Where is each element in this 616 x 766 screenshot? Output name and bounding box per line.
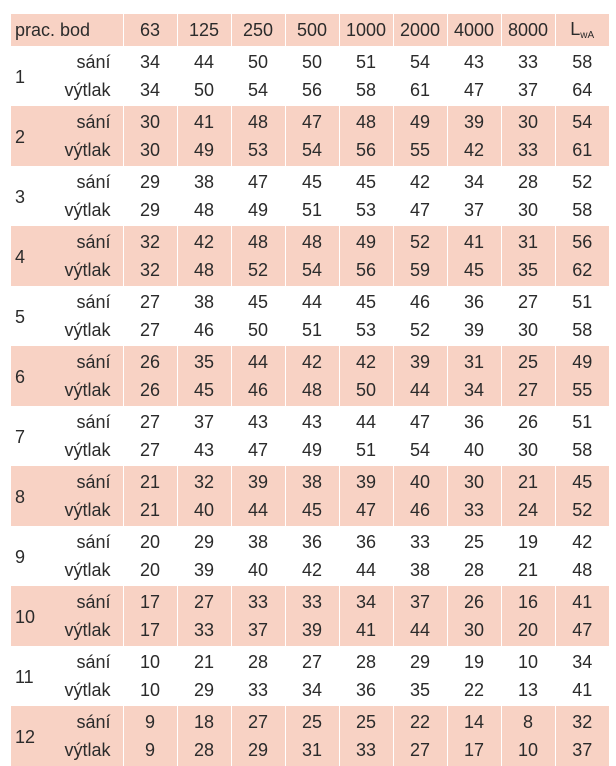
value-cell: 28 <box>447 556 501 586</box>
table-row <box>11 226 609 256</box>
value-cell: 26 <box>123 376 177 406</box>
value-cell: 39 <box>447 106 501 136</box>
value-cell: 21 <box>123 466 177 496</box>
table-body <box>11 46 609 766</box>
value-cell: 33 <box>501 46 555 76</box>
value-cell: 48 <box>231 226 285 256</box>
value-cell: 48 <box>231 106 285 136</box>
value-cell: 44 <box>393 376 447 406</box>
value-cell: 37 <box>177 406 231 436</box>
value-cell: 45 <box>285 496 339 526</box>
value-cell: 61 <box>555 136 609 166</box>
value-cell: 20 <box>123 526 177 556</box>
value-cell: 42 <box>447 136 501 166</box>
point-number: 10 <box>11 586 51 646</box>
header-freq-500: 500 <box>285 14 339 46</box>
value-cell: 28 <box>501 166 555 196</box>
value-cell: 46 <box>177 316 231 346</box>
value-cell: 50 <box>231 316 285 346</box>
value-cell: 45 <box>339 286 393 316</box>
value-cell: 42 <box>285 346 339 376</box>
table-row <box>11 136 609 166</box>
value-cell: 58 <box>555 196 609 226</box>
value-cell: 50 <box>231 46 285 76</box>
header-total-main: L <box>570 19 581 39</box>
intake-label: sání <box>76 411 111 432</box>
table-row <box>11 436 609 466</box>
header-freq-125: 125 <box>177 14 231 46</box>
value-cell: 54 <box>393 436 447 466</box>
value-cell: 58 <box>555 46 609 76</box>
value-cell: 29 <box>393 646 447 676</box>
value-cell: 40 <box>393 466 447 496</box>
point-number: 2 <box>11 106 51 166</box>
value-cell: 31 <box>447 346 501 376</box>
value-cell: 34 <box>339 586 393 616</box>
value-cell: 44 <box>285 286 339 316</box>
value-cell: 47 <box>231 436 285 466</box>
point-number: 5 <box>15 306 26 327</box>
value-cell: 37 <box>231 616 285 646</box>
intake-label: sání <box>76 51 111 72</box>
value-cell: 51 <box>339 46 393 76</box>
value-cell: 25 <box>447 526 501 556</box>
value-cell: 45 <box>555 466 609 496</box>
intake-label: sání <box>51 586 123 616</box>
discharge-label: výtlak <box>64 199 111 220</box>
header-freq-2000: 2000 <box>393 14 447 46</box>
value-cell: 22 <box>447 676 501 706</box>
table-row <box>11 646 609 676</box>
value-cell: 45 <box>339 166 393 196</box>
value-cell: 30 <box>501 106 555 136</box>
point-number: 7 <box>15 426 26 447</box>
header-row <box>11 14 609 46</box>
value-cell: 47 <box>393 196 447 226</box>
value-cell: 36 <box>339 676 393 706</box>
value-cell: 37 <box>555 736 609 766</box>
value-cell: 27 <box>501 376 555 406</box>
point-number: 8 <box>11 466 51 526</box>
discharge-label: výtlak <box>51 376 123 406</box>
value-cell: 38 <box>177 166 231 196</box>
value-cell: 39 <box>393 346 447 376</box>
value-cell: 39 <box>231 466 285 496</box>
value-cell: 31 <box>501 226 555 256</box>
value-cell: 47 <box>339 496 393 526</box>
value-cell: 47 <box>231 166 285 196</box>
table-row <box>11 346 609 376</box>
value-cell: 39 <box>177 556 231 586</box>
value-cell: 44 <box>231 346 285 376</box>
value-cell: 50 <box>285 46 339 76</box>
value-cell: 27 <box>123 316 177 346</box>
value-cell: 36 <box>447 286 501 316</box>
value-cell: 10 <box>123 646 177 676</box>
value-cell: 41 <box>447 226 501 256</box>
value-cell: 35 <box>177 346 231 376</box>
discharge-label: výtlak <box>51 136 123 166</box>
value-cell: 38 <box>393 556 447 586</box>
value-cell: 52 <box>555 496 609 526</box>
value-cell: 29 <box>123 196 177 226</box>
value-cell: 33 <box>231 586 285 616</box>
value-cell: 48 <box>285 226 339 256</box>
point-number: 9 <box>15 546 26 567</box>
value-cell: 41 <box>555 676 609 706</box>
value-cell: 32 <box>123 226 177 256</box>
value-cell: 30 <box>123 106 177 136</box>
value-cell: 40 <box>177 496 231 526</box>
point-number: 12 <box>11 706 51 766</box>
value-cell: 31 <box>285 736 339 766</box>
value-cell: 34 <box>123 46 177 76</box>
value-cell: 32 <box>123 256 177 286</box>
value-cell: 56 <box>339 256 393 286</box>
value-cell: 28 <box>177 736 231 766</box>
value-cell: 41 <box>555 586 609 616</box>
value-cell: 58 <box>339 76 393 106</box>
value-cell: 35 <box>501 256 555 286</box>
value-cell: 34 <box>285 676 339 706</box>
value-cell: 51 <box>555 286 609 316</box>
value-cell: 44 <box>177 46 231 76</box>
discharge-label: výtlak <box>51 256 123 286</box>
value-cell: 38 <box>285 466 339 496</box>
value-cell: 27 <box>231 706 285 736</box>
value-cell: 42 <box>339 346 393 376</box>
value-cell: 33 <box>285 586 339 616</box>
value-cell: 33 <box>231 676 285 706</box>
table-row <box>11 76 609 106</box>
discharge-label: výtlak <box>51 616 123 646</box>
value-cell: 26 <box>447 586 501 616</box>
value-cell: 49 <box>393 106 447 136</box>
value-cell: 35 <box>393 676 447 706</box>
value-cell: 41 <box>177 106 231 136</box>
value-cell: 48 <box>339 106 393 136</box>
value-cell: 30 <box>447 616 501 646</box>
value-cell: 21 <box>123 496 177 526</box>
value-cell: 37 <box>393 586 447 616</box>
header-total-sub: wA <box>580 30 595 41</box>
value-cell: 21 <box>177 646 231 676</box>
value-cell: 8 <box>501 706 555 736</box>
header-label: prac. bod <box>11 14 123 46</box>
value-cell: 45 <box>447 256 501 286</box>
value-cell: 36 <box>285 526 339 556</box>
value-cell: 58 <box>555 316 609 346</box>
value-cell: 33 <box>501 136 555 166</box>
value-cell: 43 <box>231 406 285 436</box>
value-cell: 34 <box>555 646 609 676</box>
value-cell: 27 <box>285 646 339 676</box>
value-cell: 40 <box>231 556 285 586</box>
value-cell: 30 <box>501 436 555 466</box>
value-cell: 46 <box>393 286 447 316</box>
value-cell: 51 <box>285 316 339 346</box>
value-cell: 58 <box>555 436 609 466</box>
intake-label: sání <box>51 346 123 376</box>
value-cell: 49 <box>285 436 339 466</box>
value-cell: 46 <box>231 376 285 406</box>
value-cell: 51 <box>555 406 609 436</box>
value-cell: 38 <box>231 526 285 556</box>
value-cell: 47 <box>393 406 447 436</box>
value-cell: 27 <box>123 286 177 316</box>
header-freq-250: 250 <box>231 14 285 46</box>
value-cell: 9 <box>123 736 177 766</box>
value-cell: 45 <box>231 286 285 316</box>
value-cell: 29 <box>177 676 231 706</box>
value-cell: 20 <box>123 556 177 586</box>
value-cell: 30 <box>447 466 501 496</box>
table-row <box>11 556 609 586</box>
table-row <box>11 256 609 286</box>
value-cell: 62 <box>555 256 609 286</box>
value-cell: 18 <box>177 706 231 736</box>
value-cell: 54 <box>285 136 339 166</box>
value-cell: 33 <box>177 616 231 646</box>
table-row <box>11 286 609 316</box>
point-number: 6 <box>11 346 51 406</box>
value-cell: 39 <box>285 616 339 646</box>
value-cell: 44 <box>231 496 285 526</box>
value-cell: 25 <box>501 346 555 376</box>
value-cell: 50 <box>339 376 393 406</box>
value-cell: 16 <box>501 586 555 616</box>
value-cell: 45 <box>177 376 231 406</box>
value-cell: 37 <box>447 196 501 226</box>
table-row <box>11 46 609 76</box>
discharge-label: výtlak <box>64 439 111 460</box>
intake-label: sání <box>51 106 123 136</box>
value-cell: 54 <box>393 46 447 76</box>
value-cell: 10 <box>501 646 555 676</box>
intake-label: sání <box>51 466 123 496</box>
value-cell: 64 <box>555 76 609 106</box>
value-cell: 51 <box>339 436 393 466</box>
value-cell: 14 <box>447 706 501 736</box>
value-cell: 29 <box>231 736 285 766</box>
value-cell: 13 <box>501 676 555 706</box>
intake-label: sání <box>51 226 123 256</box>
value-cell: 36 <box>447 406 501 436</box>
value-cell: 48 <box>177 256 231 286</box>
value-cell: 24 <box>501 496 555 526</box>
value-cell: 48 <box>285 376 339 406</box>
value-cell: 36 <box>339 526 393 556</box>
value-cell: 25 <box>339 706 393 736</box>
value-cell: 10 <box>501 736 555 766</box>
table-row <box>11 196 609 226</box>
value-cell: 21 <box>501 556 555 586</box>
discharge-label: výtlak <box>64 319 111 340</box>
intake-label: sání <box>76 291 111 312</box>
header-freq-63: 63 <box>123 14 177 46</box>
value-cell: 33 <box>393 526 447 556</box>
table-row <box>11 316 609 346</box>
value-cell: 44 <box>339 556 393 586</box>
value-cell: 25 <box>285 706 339 736</box>
value-cell: 49 <box>555 346 609 376</box>
value-cell: 41 <box>339 616 393 646</box>
discharge-label: výtlak <box>64 79 111 100</box>
table-row <box>11 616 609 646</box>
value-cell: 52 <box>393 316 447 346</box>
value-cell: 43 <box>285 406 339 436</box>
table-row <box>11 586 609 616</box>
value-cell: 54 <box>555 106 609 136</box>
discharge-label: výtlak <box>64 559 111 580</box>
value-cell: 28 <box>231 646 285 676</box>
value-cell: 19 <box>447 646 501 676</box>
point-number: 11 <box>15 666 34 687</box>
header-total-lwa <box>555 14 609 46</box>
value-cell: 48 <box>555 556 609 586</box>
value-cell: 45 <box>285 166 339 196</box>
table-row <box>11 526 609 556</box>
value-cell: 10 <box>123 676 177 706</box>
table-row <box>11 166 609 196</box>
value-cell: 55 <box>393 136 447 166</box>
value-cell: 29 <box>123 166 177 196</box>
value-cell: 26 <box>123 346 177 376</box>
point-number: 3 <box>15 186 26 207</box>
value-cell: 27 <box>501 286 555 316</box>
noise-table-container <box>11 14 609 766</box>
value-cell: 53 <box>339 316 393 346</box>
value-cell: 56 <box>285 76 339 106</box>
value-cell: 47 <box>285 106 339 136</box>
value-cell: 38 <box>177 286 231 316</box>
value-cell: 47 <box>447 76 501 106</box>
intake-label: sání <box>76 171 111 192</box>
table-row <box>11 106 609 136</box>
value-cell: 30 <box>501 196 555 226</box>
noise-levels-table <box>11 14 609 766</box>
table-row <box>11 676 609 706</box>
value-cell: 19 <box>501 526 555 556</box>
value-cell: 17 <box>123 586 177 616</box>
table-row <box>11 406 609 436</box>
discharge-label: výtlak <box>64 679 111 700</box>
value-cell: 56 <box>339 136 393 166</box>
value-cell: 52 <box>393 226 447 256</box>
value-cell: 43 <box>177 436 231 466</box>
intake-label: sání <box>51 706 123 736</box>
value-cell: 37 <box>501 76 555 106</box>
value-cell: 44 <box>339 406 393 436</box>
discharge-label: výtlak <box>51 496 123 526</box>
value-cell: 56 <box>555 226 609 256</box>
header-freq-1000: 1000 <box>339 14 393 46</box>
point-number: 4 <box>11 226 51 286</box>
table-row <box>11 376 609 406</box>
value-cell: 42 <box>177 226 231 256</box>
value-cell: 54 <box>231 76 285 106</box>
value-cell: 54 <box>285 256 339 286</box>
table-row <box>11 706 609 736</box>
value-cell: 27 <box>177 586 231 616</box>
value-cell: 59 <box>393 256 447 286</box>
value-cell: 20 <box>501 616 555 646</box>
discharge-label: výtlak <box>51 736 123 766</box>
value-cell: 27 <box>123 406 177 436</box>
point-number: 1 <box>15 66 26 87</box>
value-cell: 61 <box>393 76 447 106</box>
value-cell: 42 <box>285 556 339 586</box>
value-cell: 46 <box>393 496 447 526</box>
value-cell: 34 <box>447 166 501 196</box>
value-cell: 34 <box>123 76 177 106</box>
value-cell: 51 <box>285 196 339 226</box>
intake-label: sání <box>76 531 111 552</box>
value-cell: 53 <box>231 136 285 166</box>
value-cell: 44 <box>393 616 447 646</box>
value-cell: 39 <box>339 466 393 496</box>
value-cell: 27 <box>393 736 447 766</box>
value-cell: 21 <box>501 466 555 496</box>
value-cell: 40 <box>447 436 501 466</box>
value-cell: 30 <box>501 316 555 346</box>
table-row <box>11 496 609 526</box>
header-freq-4000: 4000 <box>447 14 501 46</box>
value-cell: 29 <box>177 526 231 556</box>
intake-label: sání <box>76 651 111 672</box>
value-cell: 17 <box>123 616 177 646</box>
value-cell: 32 <box>177 466 231 496</box>
value-cell: 42 <box>393 166 447 196</box>
table-row <box>11 466 609 496</box>
value-cell: 49 <box>339 226 393 256</box>
value-cell: 22 <box>393 706 447 736</box>
value-cell: 43 <box>447 46 501 76</box>
value-cell: 52 <box>555 166 609 196</box>
value-cell: 49 <box>177 136 231 166</box>
value-cell: 26 <box>501 406 555 436</box>
header-freq-8000: 8000 <box>501 14 555 46</box>
value-cell: 55 <box>555 376 609 406</box>
value-cell: 28 <box>339 646 393 676</box>
value-cell: 47 <box>555 616 609 646</box>
value-cell: 49 <box>231 196 285 226</box>
value-cell: 9 <box>123 706 177 736</box>
value-cell: 32 <box>555 706 609 736</box>
value-cell: 39 <box>447 316 501 346</box>
value-cell: 34 <box>447 376 501 406</box>
value-cell: 17 <box>447 736 501 766</box>
value-cell: 30 <box>123 136 177 166</box>
value-cell: 52 <box>231 256 285 286</box>
value-cell: 42 <box>555 526 609 556</box>
value-cell: 27 <box>123 436 177 466</box>
value-cell: 33 <box>339 736 393 766</box>
value-cell: 33 <box>447 496 501 526</box>
value-cell: 50 <box>177 76 231 106</box>
value-cell: 53 <box>339 196 393 226</box>
value-cell: 48 <box>177 196 231 226</box>
